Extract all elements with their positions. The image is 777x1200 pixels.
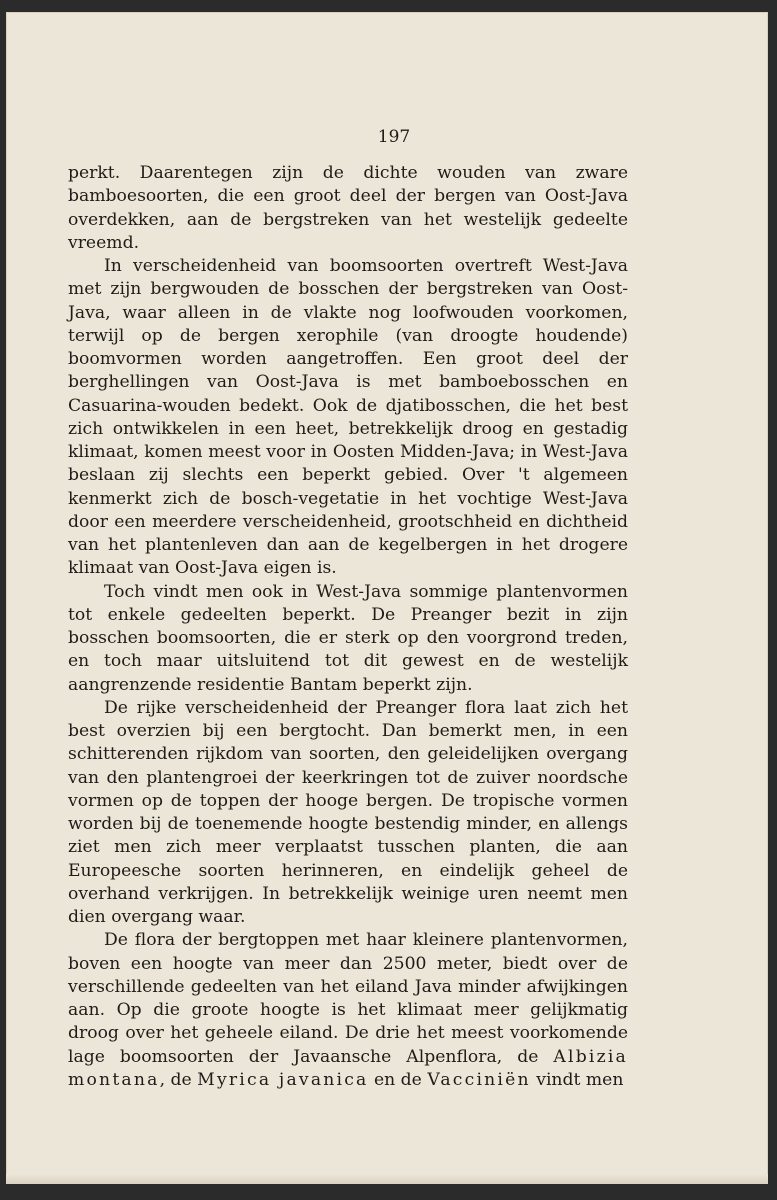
p5-text-c: en de (368, 1069, 428, 1090)
p5-text-b: , de (159, 1069, 198, 1090)
paragraph-4: De rijke verscheidenheid der Preanger flora laat zich het best overzien bij een bergtocht. Dan bemerkt men, in een schitterenden rijkdom van soorten, den geleidelijken overgang van den plantengroei der keerkringen tot de zuiver noordsche vormen op de toppen der hooge bergen. De tropische vormen worden bij de toenemende hoogte bestendig minder, en allengs ziet men zich meer verplaatst tusschen planten, die aan Europeesche soorten herinneren, en eindelijk geheel de overhand verkrijgen. In betrekkelijk weinige uren neemt men dien overgang waar. (68, 697, 628, 927)
book-page (6, 12, 768, 1184)
paragraph-3: Toch vindt men ook in West-Java sommige plantenvormen tot enkele gedeelten beperkt. De Preanger bezit in zijn bosschen boomsoorten, die er sterk op den voorgrond treden, en toch maar uitsluitend tot dit gewest en de westelijk aangrenzende residentie Bantam beperkt zijn. (68, 581, 628, 695)
species-myrica-javanica: Myrica javanica (197, 1069, 369, 1090)
paragraph-5 (68, 929, 628, 1092)
page-number: 197 (377, 127, 411, 147)
genus-vaccinien: Vacciniën (427, 1069, 531, 1090)
paragraph-2: In verscheidenheid van boomsoorten overtreft West-Java met zijn bergwouden de bosschen der bergstreken van Oost-Java, waar alleen in de vlakte nog loofwouden voorkomen, terwijl op de bergen xerophile (van droogte houdende) boomvormen worden aangetroffen. Een groot deel der berghellingen van Oost-Java is met bamboebosschen en Casuarina-wouden bedekt. Ook de djatibosschen, die het best zich ontwikkelen in een heet, betrekkelijk droog en gestadig klimaat, komen meest voor in Oosten Midden-Java; in West-Java beslaan zij slechts een beperkt gebied. Over 't algemeen kenmerkt zich de bosch-vegetatie in het vochtige West-Java door een meerdere verscheidenheid, grootschheid en dichtheid van het plantenleven dan aan de kegelbergen in het drogere klimaat van Oost-Java eigen is. (68, 256, 628, 579)
p5-text-a: De flora der bergtoppen met haar kleinere plantenvormen, boven een hoogte van meer dan 2500 meter, biedt over de verschillende gedeelten van het eiland Java minder afwijkingen aan. Op die groote hoogte is het klimaat meer gelijkmatig droog over het geheele eiland. De drie het meest voorkomende lage boomsoorten der Javaansche Alpenflora, de (68, 930, 628, 1067)
body-text (68, 162, 628, 1092)
page-edge-shadow (6, 1174, 768, 1184)
species-albizia-montana: Albizia montana (68, 1046, 628, 1090)
p5-text-d: vindt men (530, 1069, 624, 1090)
paragraph-1: perkt. Daarentegen zijn de dichte wouden van zware bamboesoorten, die een groot deel der bergen van Oost-Java overdekken, aan de bergstreken van het westelijk gedeelte vreemd. (68, 163, 628, 253)
